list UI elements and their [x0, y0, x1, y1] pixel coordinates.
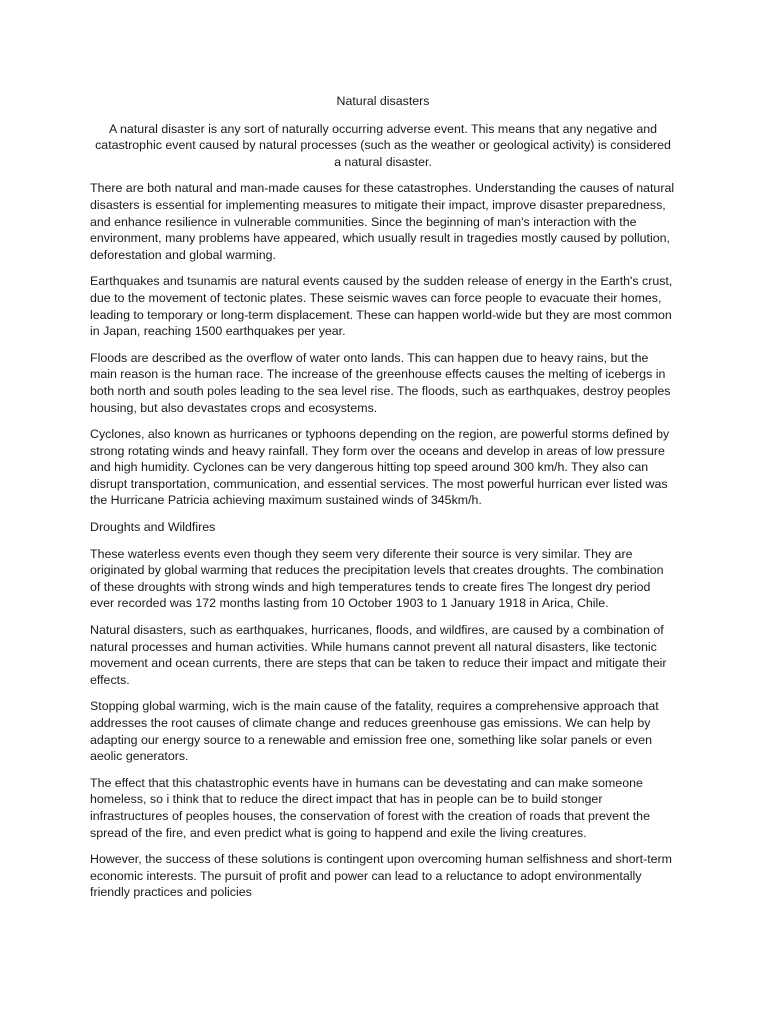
cyclones-paragraph: Cyclones, also known as hurricanes or typhoons depending on the region, are powerful storms defined by strong rotating winds and heavy rainfall. They form over the oceans and develop in areas of low pressure and high humidity. Cyclones can be very dangerous hitting top speed around 300 km/h. They also can disrupt transportation, communication, and essential services. The most powerful hurrican ever listed was the Hurricane Patricia achieving maximum sustained winds of 345km/h.	[90, 427, 670, 508]
causes-paragraph: There are both natural and man-made causes for these catastrophes. Understanding the causes of natural disasters is essential for implementing measures to mitigate their impact, improve disaster preparedness, and enhance resilience in vulnerable communities. Since the beginning of man's interaction with the environment, many problems have appeared, which usually result in tragedies mostly caused by pollution, deforestation and global warming.	[90, 181, 675, 262]
intro-paragraph: A natural disaster is any sort of naturally occurring adverse event. This means that any negative and catastrophic event caused by natural processes (such as the weather or geological activity) is considered a natural disaster.	[95, 121, 671, 169]
document-title: Natural disasters	[336, 94, 430, 108]
droughts-paragraph: These waterless events even though they seem very diferente their source is very similar. They are originated by global warming that reduces the precipitation levels that creates droughts. The combination of these droughts with strong winds and high temperatures tends to create fires The longest dry period ever recorded was 172 months lasting from 10 October 1903 to 1 January 1918 in Arica, Chile.	[90, 546, 664, 611]
conclusion-paragraph: However, the success of these solutions is contingent upon overcoming human selfishness and short-term economic interests. The pursuit of profit and power can lead to a reluctance to adopt environmentally friendly practices and policies	[90, 852, 672, 900]
human-impact-paragraph: The effect that this chatastrophic events have in humans can be devestating and can make someone homeless, so i think that to reduce the direct impact that has in people can be to build stonger infrastructures of peoples houses, the conservation of forest with the creation of roads that prevent the spread of the fire, and even predict what is going to happend and exile the living creatures.	[90, 775, 650, 840]
earthquakes-paragraph: Earthquakes and tsunamis are natural events caused by the sudden release of energy in the Earth's crust, due to the movement of tectonic plates. These seismic waves can force people to evacuate their homes, leading to temporary or long-term displacement. These can happen world-wide but they are most common in Japan, reaching 1500 earthquakes per year.	[90, 274, 673, 339]
global-warming-paragraph: Stopping global warming, wich is the main cause of the fatality, requires a comprehensive approach that addresses the root causes of climate change and reduces greenhouse gas emissions. We can help by adapting our energy source to a renewable and emission free one, something like solar panels or even aeolic generators.	[90, 699, 659, 764]
floods-paragraph: Floods are described as the overflow of water onto lands. This can happen due to heavy rains, but the main reason is the human race. The increase of the greenhouse effects causes the melting of icebergs in both north and south poles leading to the sea level rise. The floods, such as earthquakes, destroy peoples housing, but also devastates crops and ecosystems.	[90, 350, 671, 415]
document-body	[90, 93, 676, 911]
prevention-paragraph: Natural disasters, such as earthquakes, hurricanes, floods, and wildfires, are caused by a combination of natural processes and human activities. While humans cannot prevent all natural disasters, like tectonic movement and ocean currents, there are steps that can be taken to reduce their impact and mitigate their effects.	[90, 623, 667, 687]
droughts-heading: Droughts and Wildfires	[90, 520, 216, 535]
